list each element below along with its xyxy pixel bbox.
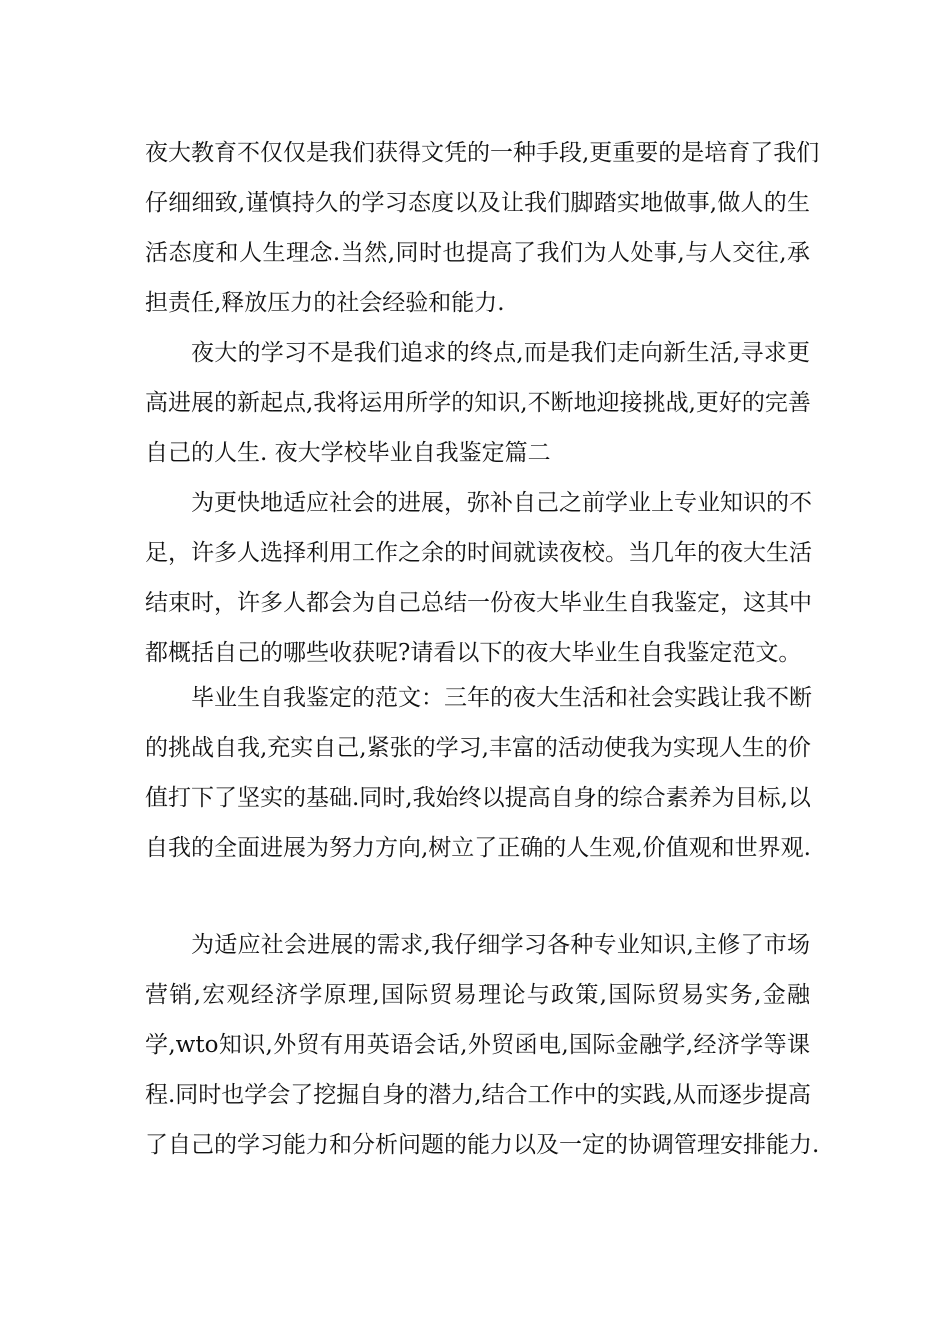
text-line: 足，许多人选择利用工作之余的时间就读夜校。当几年的夜大生活 — [145, 540, 812, 566]
text-line: 活态度和人生理念.当然,同时也提高了我们为人处事,与人交往,承 — [145, 240, 810, 266]
text-line: 学,wto知识,外贸有用英语会话,外贸函电,国际金融学,经济学等课 — [145, 1032, 810, 1058]
text-line: 了自己的学习能力和分析问题的能力以及一定的协调管理安排能力. — [145, 1132, 820, 1158]
text-line: 仔细细致,谨慎持久的学习态度以及让我们脚踏实地做事,做人的生 — [145, 190, 810, 216]
text-line: 夜大的学习不是我们追求的终点,而是我们走向新生活,寻求更 — [191, 340, 810, 366]
text-line: 的挑战自我,充实自己,紧张的学习,丰富的活动使我为实现人生的价 — [145, 735, 811, 761]
paragraph-3 — [145, 478, 810, 678]
paragraph-2 — [145, 328, 810, 478]
text-line: 都概括自己的哪些收获呢?请看以下的夜大毕业生自我鉴定范文。 — [145, 640, 802, 666]
text-line: 夜大教育不仅仅是我们获得文凭的一种手段,更重要的是培育了我们 — [145, 140, 820, 166]
text-line: 自我的全面进展为努力方向,树立了正确的人生观,价值观和世界观. — [145, 835, 811, 861]
text-line: 自己的人生. 夜大学校毕业自我鉴定篇二 — [145, 440, 551, 466]
text-line: 值打下了坚实的基础.同时,我始终以提高自身的综合素养为目标,以 — [145, 785, 811, 811]
text-line: 高进展的新起点,我将运用所学的知识,不断地迎接挑战,更好的完善 — [145, 390, 811, 416]
text-line: 营销,宏观经济学原理,国际贸易理论与政策,国际贸易实务,金融 — [145, 982, 810, 1008]
paragraph-4 — [145, 673, 810, 873]
text-line: 担责任,释放压力的社会经验和能力. — [145, 290, 505, 316]
text-line: 为适应社会进展的需求,我仔细学习各种专业知识,主修了市场 — [191, 932, 810, 958]
paragraph-5 — [145, 920, 820, 1170]
text-line: 结束时，许多人都会为自己总结一份夜大毕业生自我鉴定，这其中 — [145, 590, 812, 616]
text-line: 毕业生自我鉴定的范文：三年的夜大生活和社会实践让我不断 — [191, 685, 812, 711]
paragraph-1 — [145, 128, 820, 328]
text-line: 程.同时也学会了挖掘自身的潜力,结合工作中的实践,从而逐步提高 — [145, 1082, 811, 1108]
text-line: 为更快地适应社会的进展，弥补自己之前学业上专业知识的不 — [191, 490, 812, 516]
